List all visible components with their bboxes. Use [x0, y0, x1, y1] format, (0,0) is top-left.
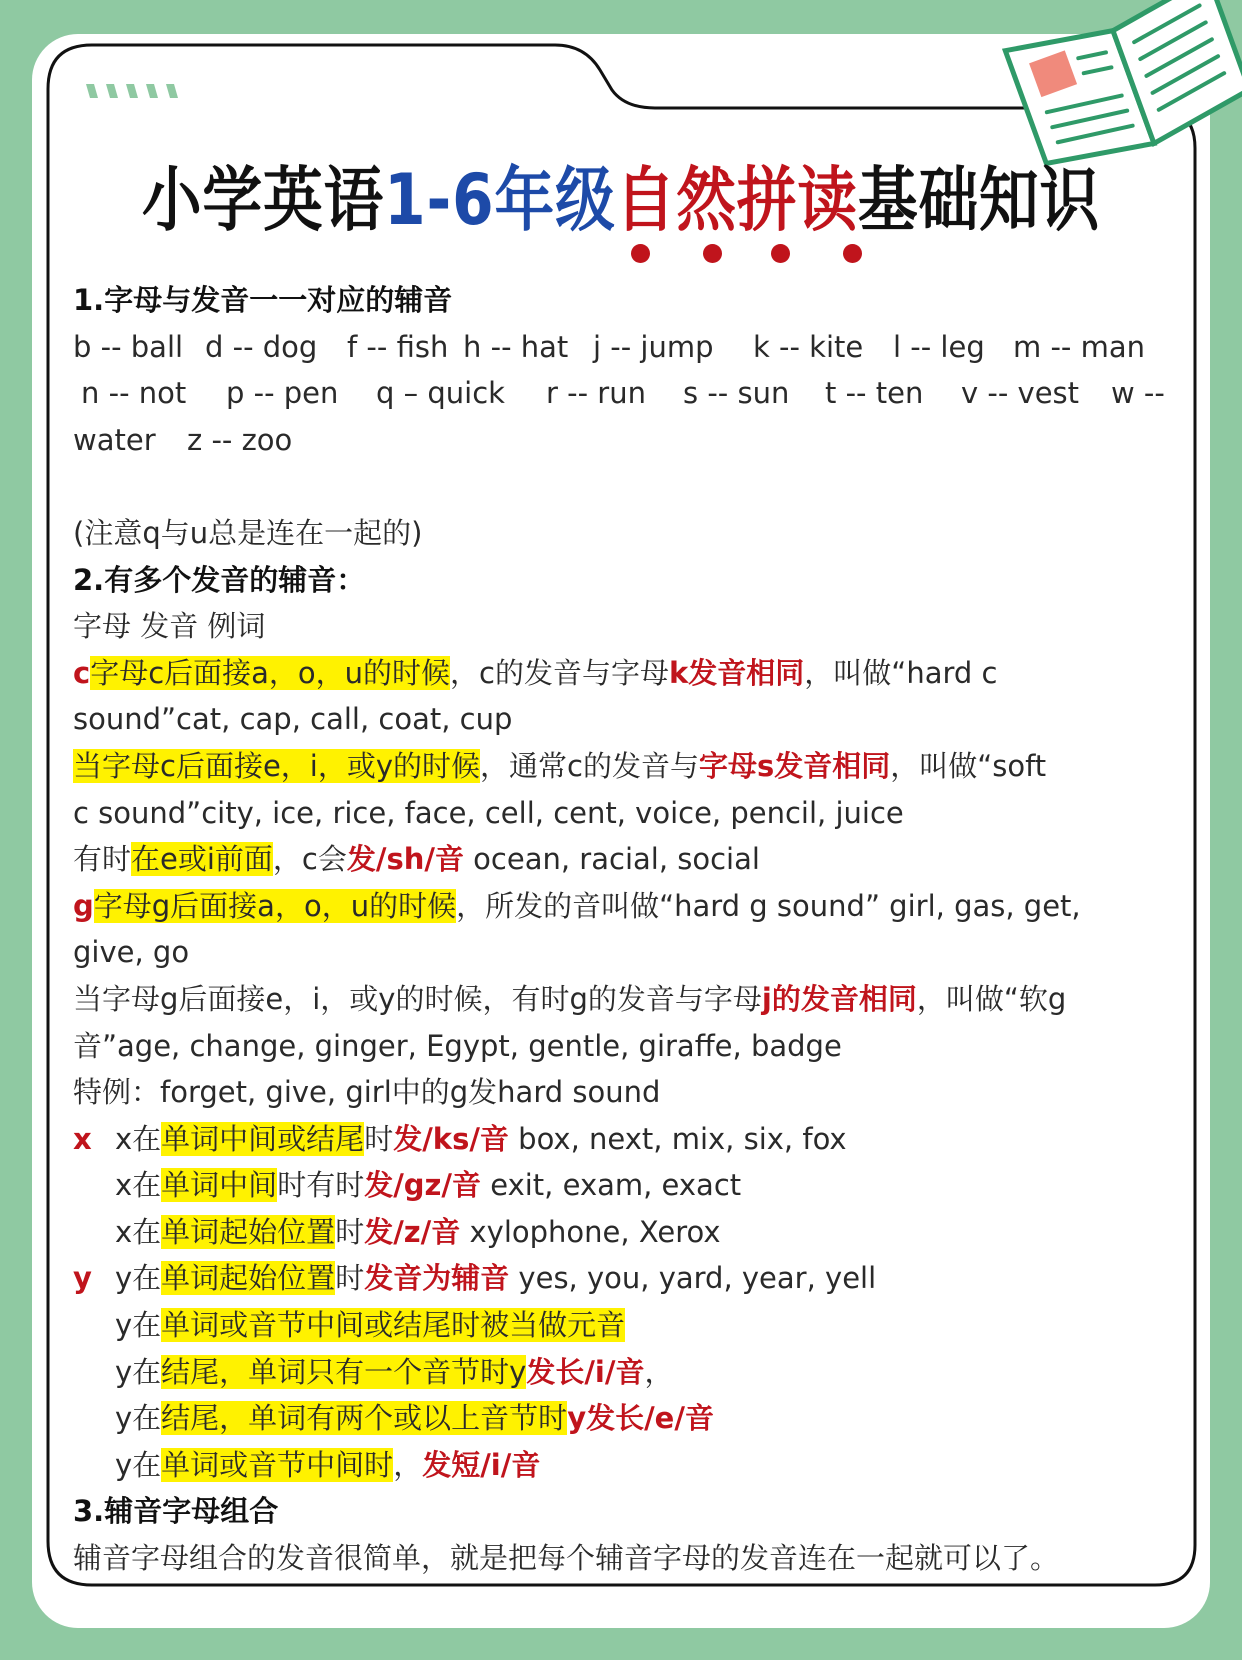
page-title — [91, 160, 1150, 240]
highlight: 字母c后面接a，o，u的时候 — [90, 655, 451, 690]
rule-text: ，叫做“软g — [916, 981, 1067, 1016]
rule-g-exception: 特例：forget, give, girl中的g发hard sound — [73, 1075, 661, 1110]
rule-x-z — [73, 1209, 1173, 1256]
rule-y-vowel — [73, 1302, 1173, 1349]
title-basics: 基础知识 — [857, 159, 1101, 241]
rule-g-hard — [73, 883, 1173, 930]
rule-text: xylophone, Xerox — [460, 1214, 721, 1249]
rule-text: 当字母g后面接e，i，或y的时候，有时g的发音与字母 — [73, 981, 762, 1016]
section-2-heading: 2.有多个发音的辅音： — [73, 562, 366, 597]
rule-text: y在 — [115, 1354, 162, 1389]
pair: h -- hat — [463, 329, 569, 364]
pair: s -- sun — [683, 376, 790, 411]
rule-text: ，所发的音叫做“hard g sound” girl, gas, get, — [456, 888, 1081, 923]
rule-y-long-i — [73, 1349, 1173, 1396]
emphasis: 发/sh/音 — [346, 842, 464, 877]
rule-text: ， — [644, 1354, 674, 1389]
rule-letter-g: g — [73, 888, 94, 923]
pair: m -- man — [1013, 329, 1146, 364]
highlight: 字母g后面接a，o，u的时候 — [93, 888, 457, 923]
pair: q – quick — [376, 376, 505, 411]
rule-letter-x: x — [73, 1121, 92, 1156]
title-grade-range: 1-6年级 — [384, 159, 616, 241]
emphasis: 发/ks/音 — [393, 1121, 509, 1156]
consonant-pairs-line-2 — [73, 370, 1173, 417]
consonant-pairs-line-1 — [73, 324, 1173, 371]
consonant-pairs-line-3 — [73, 417, 1173, 464]
pair: w -- — [1111, 376, 1165, 411]
rule-c-soft-examples: c sound”city, ice, rice, face, cell, cent, voice, pencil, juice — [73, 795, 904, 830]
pair: z -- zoo — [187, 422, 293, 457]
rule-text: ， — [393, 1447, 423, 1482]
rule-c-hard-examples: sound”cat, cap, call, coat, cup — [73, 702, 513, 737]
rule-g-soft-examples: 音”age, change, ginger, Egypt, gentle, giraffe, badge — [73, 1028, 842, 1063]
spacer — [73, 463, 1173, 510]
highlight: 单词或音节中间或结尾时被当做元音 — [161, 1308, 626, 1343]
rule-text: 时 — [335, 1214, 365, 1249]
title-part-1: 小学英语 — [141, 159, 385, 241]
pair: j -- jump — [593, 329, 714, 364]
emphasis: 发/gz/音 — [364, 1168, 482, 1203]
rule-text: y在 — [115, 1401, 162, 1436]
rule-text: y在 — [115, 1447, 162, 1482]
pair: t -- ten — [825, 376, 924, 411]
rule-text: y在 — [115, 1261, 162, 1296]
decor-dot — [703, 244, 722, 263]
rule-text: yes, you, yard, year, yell — [509, 1261, 877, 1296]
pair: l -- leg — [893, 329, 985, 364]
rule-text: ，通常c的发音与 — [480, 748, 699, 783]
title-dots — [0, 244, 1242, 264]
rule-text: 有时 — [73, 842, 132, 877]
rule-text: x在 — [115, 1168, 162, 1203]
highlight: 单词中间或结尾 — [161, 1121, 365, 1156]
rule-y-short-i — [73, 1442, 1173, 1489]
pair: b -- ball — [73, 329, 184, 364]
rule-text: y在 — [115, 1308, 162, 1343]
article-body — [73, 277, 1173, 1582]
highlight: 单词起始位置 — [161, 1214, 336, 1249]
emphasis: 发音为辅音 — [364, 1261, 510, 1296]
decor-dot — [771, 244, 790, 263]
section-3-body: 辅音字母组合的发音很简单，就是把每个辅音字母的发音连在一起就可以了。 — [73, 1541, 1060, 1576]
highlight: 当字母c后面接e，i，或y的时候 — [73, 748, 481, 783]
rule-text: 时 — [364, 1121, 394, 1156]
highlight: 单词中间 — [161, 1168, 278, 1203]
emphasis: 发短/i/音 — [422, 1447, 541, 1482]
rule-c-soft — [73, 743, 1173, 790]
rule-text: ，c的发音与字母 — [450, 655, 669, 690]
pair: d -- dog — [205, 329, 318, 364]
column-labels: 字母 发音 例词 — [73, 609, 266, 644]
highlight: 单词或音节中间时 — [161, 1447, 394, 1482]
rule-text: ，叫做“hard c — [804, 655, 998, 690]
pair: p -- pen — [226, 376, 339, 411]
rule-g-soft — [73, 976, 1173, 1023]
section-1-heading: 1.字母与发音一一对应的辅音 — [73, 283, 453, 317]
decor-dot — [631, 244, 650, 263]
decor-dot — [843, 244, 862, 263]
rule-text: ，c会 — [272, 842, 347, 877]
pair: v -- vest — [961, 376, 1080, 411]
rule-text: 时 — [335, 1261, 365, 1296]
rule-letter-c: c — [73, 655, 91, 690]
rule-text: ，叫做“soft — [890, 748, 1047, 783]
pair: water — [73, 422, 156, 457]
highlight: 在e或i前面 — [131, 842, 273, 877]
rule-text: exit, exam, exact — [481, 1168, 742, 1203]
rule-y-consonant — [73, 1255, 1173, 1302]
rule-y-long-e — [73, 1395, 1173, 1442]
q-u-note: (注意q与u总是连在一起的) — [73, 515, 423, 550]
emphasis: 字母s发音相同 — [698, 748, 891, 783]
rule-text: 时有时 — [277, 1168, 365, 1203]
rule-text: x在 — [115, 1214, 162, 1249]
rule-letter-y: y — [73, 1261, 92, 1296]
pair: n -- not — [81, 376, 187, 411]
emphasis: j的发音相同 — [761, 981, 917, 1016]
highlight: 结尾，单词有两个或以上音节时 — [161, 1401, 568, 1436]
pair: f -- fish — [347, 329, 449, 364]
pair: r -- run — [546, 376, 646, 411]
emphasis: k发音相同 — [669, 655, 805, 690]
rule-x-gz — [73, 1162, 1173, 1209]
emphasis: 发长/i/音 — [526, 1354, 645, 1389]
emphasis: y发长/e/音 — [567, 1401, 714, 1436]
title-phonics: 自然拼读 — [615, 159, 858, 241]
rule-c-hard — [73, 650, 1173, 697]
pair: k -- kite — [753, 329, 864, 364]
rule-c-sh — [73, 836, 1173, 883]
emphasis: 发/z/音 — [364, 1214, 461, 1249]
rule-g-hard-examples: give, go — [73, 935, 190, 970]
rule-text: x在 — [115, 1121, 162, 1156]
rule-text: box, next, mix, six, fox — [508, 1121, 847, 1156]
rule-text: ocean, racial, social — [463, 842, 760, 877]
section-3-heading: 3.辅音字母组合 — [73, 1494, 279, 1529]
highlight: 单词起始位置 — [161, 1261, 336, 1296]
highlight: 结尾，单词只有一个音节时y — [161, 1354, 527, 1389]
rule-x-ks — [73, 1116, 1173, 1163]
